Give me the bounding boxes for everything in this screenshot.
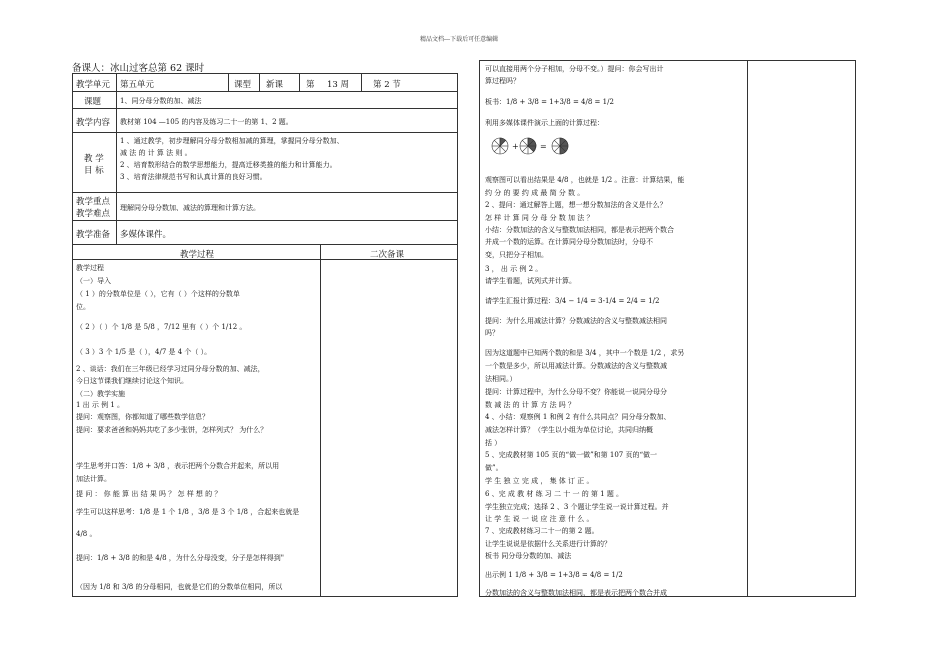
right-body-line: 做”。 [485, 464, 503, 472]
svg-text:+: + [512, 142, 519, 151]
right-body-line: 出示例 1 1/8 + 3/8 = 1+3/8 = 4/8 = 1/2 [485, 571, 623, 579]
goal-3: 3 、培育法律规范书写和认真计算的良好习惯。 [120, 173, 267, 181]
right-body-line: 并成一个数的运算。在计算同分母分数加法时，分母不 [485, 238, 653, 246]
goals-label-1: 教 学 [84, 154, 104, 164]
left-body-line: （因为 1/8 和 3/8 的分母相同，也就是它们的分数单位相同，所以 [76, 583, 283, 591]
week-value: 13 周 [327, 80, 350, 90]
right-body-line: 提问：为什么用减法计算？分数减法的含义与整数减法相同 [485, 317, 667, 325]
right-body-line: 可以直接用两个分子相加，分母不变。）提问：你会写出计 [485, 65, 664, 73]
prep-label: 教学准备 [76, 230, 111, 240]
unit-label: 教学单元 [76, 80, 111, 90]
right-body-line: 数 减 法 的 计 算 方 法 吗 ？ [485, 401, 576, 409]
right-body-line: 算过程吗？ [485, 77, 520, 85]
left-body-line: 加法计算。 [76, 475, 111, 483]
right-body-line: 因为这道题中已知两个数的和是 3/4 ，其中一个数是 1/2 ，求另 [485, 349, 685, 357]
prep-value: 多媒体课件。 [120, 230, 172, 240]
right-body-line: 利用多媒体课件演示上面的计算过程： [485, 119, 604, 127]
content-label: 教学内容 [76, 118, 111, 128]
key-label-1: 教学重点 [76, 197, 111, 207]
right-body-line: 请学生看题，试列式并计算。 [485, 277, 576, 285]
type-value: 新课 [266, 80, 284, 90]
right-body-line: 5 、完成教材第 105 页的“做一做”和第 107 页的“做一 [485, 451, 658, 459]
section-label: 第 2 节 [373, 80, 401, 90]
topic-label: 课题 [84, 97, 102, 107]
right-body-line: 怎 样 计 算 同 分 母 分 数 加 法 ？ [485, 214, 594, 222]
right-body-line: 2 、提问：通过解答上题，想一想分数加法的含义是什么？ [485, 201, 667, 209]
watermark: 精品文档---下载后可任意编辑 [420, 36, 499, 43]
preparer-line: 备课人：冰山过客总第 62 课时 [72, 63, 205, 74]
left-body-line: 学生可以这样思考：1/8 是 1 个 1/8 ，3/8 是 3 个 1/8 ，合起来也就是 [76, 508, 300, 516]
svg-text:=: = [540, 142, 547, 151]
left-body-line: 提问：观察图，你都知道了哪些数学信息？ [76, 413, 209, 421]
content-value: 教材第 104 —105 的内容及练习二十一的第 1、2 题。 [120, 118, 293, 126]
left-body-line: （ 3 ）3 个 1/5 是（ ），4/7 是 4 个（ ）。 [76, 348, 212, 356]
left-body-line: 2 、谈话：我们在三年级已经学习过同分母分数的加、减法， [76, 365, 265, 373]
left-body-line: 教学过程 [76, 264, 104, 272]
right-body-line: 7 、完成教材练习二十一的第 2 题。 [485, 527, 599, 535]
left-body-line: （ 1 ）的分数单位是（ ），它有（ ）个这样的分数单 [76, 290, 240, 298]
left-body-line: 提 问 ： 你 能 算 出 结 果 吗 ？ 怎 样 想 的 ？ [76, 490, 222, 498]
process-header: 教学过程 [180, 250, 215, 260]
unit-value: 第五单元 [120, 80, 155, 90]
key-label-2: 教学难点 [76, 209, 111, 219]
right-body-line: 让 学 生 说 一 说 应 注 意 什 么 。 [485, 515, 594, 523]
right-body-line: 6 、完 成 教 材 练 习 二 十 一 的 第 1 题 。 [485, 490, 624, 498]
left-body-line: 4/8 。 [76, 530, 97, 538]
right-body-line: 小结：分数加法的含义与整数加法相同，都是表示把两个数合 [485, 226, 674, 234]
left-body-line: 1 出 示 例 1 。 [76, 401, 125, 409]
left-body-line: （ 2 ）（ ）个 1/8 是 5/8 ，7/12 里有（ ）个 1/12 。 [76, 323, 247, 331]
right-body-line: 约 分 的 要 约 成 最 简 分 数 。 [485, 189, 585, 197]
right-body-line: 学 生 独 立 完 成 ， 集 体 订 正 。 [485, 477, 594, 485]
right-body-line: 一个数是多少，所以用减法计算。分数减法的含义与整数减 [485, 362, 667, 370]
key-value: 理解同分母分数加、减法的算理和计算方法。 [120, 204, 260, 212]
right-body-line: 让学生说说是依据什么关系进行计算的？ [485, 540, 611, 548]
right-body-line: 分数加法的含义与整数加法相同，都是表示把两个数合并成 [485, 589, 667, 597]
goal-1b: 减 法 的 计 算 法 则 。 [120, 149, 192, 157]
right-body-line: 4 、小结：观察例 1 和例 2 有什么共同点？同分母分数加、 [485, 413, 671, 421]
left-body-line: （一）导入 [76, 277, 111, 285]
left-body-line: 今日这节课我们继续讨论这个知识。 [76, 377, 188, 385]
pie-chart-figure [490, 136, 580, 156]
goal-1a: 1 、通过教学，初步理解同分母分数相加减的算理，掌握同分母分数加、 [120, 137, 344, 145]
goal-2: 2 、培育数形结合的数学思想能力，提高迁移类推的能力和计算能力。 [120, 161, 337, 169]
left-body-line: 学生思考并口答：1/8 + 3/8 ，表示把两个分数合并起来，所以用 [76, 462, 280, 470]
week-label: 第 [306, 80, 315, 90]
right-body-line: 板书 同分母分数的加、减法 [485, 552, 572, 560]
right-body-line: 减法怎样计算？（学生以小组为单位讨论，共同归纳概 [485, 426, 653, 434]
goals-label-2: 目 标 [84, 166, 104, 176]
type-label: 课型 [234, 80, 252, 90]
right-body-line: 吗？ [485, 329, 499, 337]
right-body-line: 板书：1/8 + 3/8 = 1+3/8 = 4/8 = 1/2 [485, 98, 614, 106]
right-body-line: 3 ， 出 示 例 2 。 [485, 265, 543, 273]
right-body-line: 请学生汇报计算过程：3/4 − 1/4 = 3-1/4 = 2/4 = 1/2 [485, 297, 660, 305]
right-body-line: 括 ） [485, 439, 502, 447]
right-body-line: 法相同。） [485, 375, 517, 383]
left-body-line: 提问：要求爸爸和妈妈共吃了多少张饼，怎样列式？ 为什么？ [76, 426, 268, 434]
right-body-line: 提问：计算过程中，为什么分母不变？你能说一说同分母分 [485, 388, 667, 396]
topic-value: 1、同分母分数的加、减法 [120, 97, 202, 105]
right-body-line: 学生独立完成；选择 2 、3 个题让学生说一说计算过程。并 [485, 503, 669, 511]
left-body-line: （二）教学实施 [76, 390, 125, 398]
left-body-line: 位。 [76, 303, 90, 311]
right-body-line: 变，只把分子相加。 [485, 251, 548, 259]
left-body-line: 提问：1/8 + 3/8 的和是 4/8 ，为什么分母没变，分子是怎样得到" [76, 554, 285, 562]
second-header: 二次备课 [370, 250, 405, 260]
right-body-line: 观察图可以看出结果是 4/8 ，也就是 1/2 。注意：计算结果，能 [485, 176, 685, 184]
